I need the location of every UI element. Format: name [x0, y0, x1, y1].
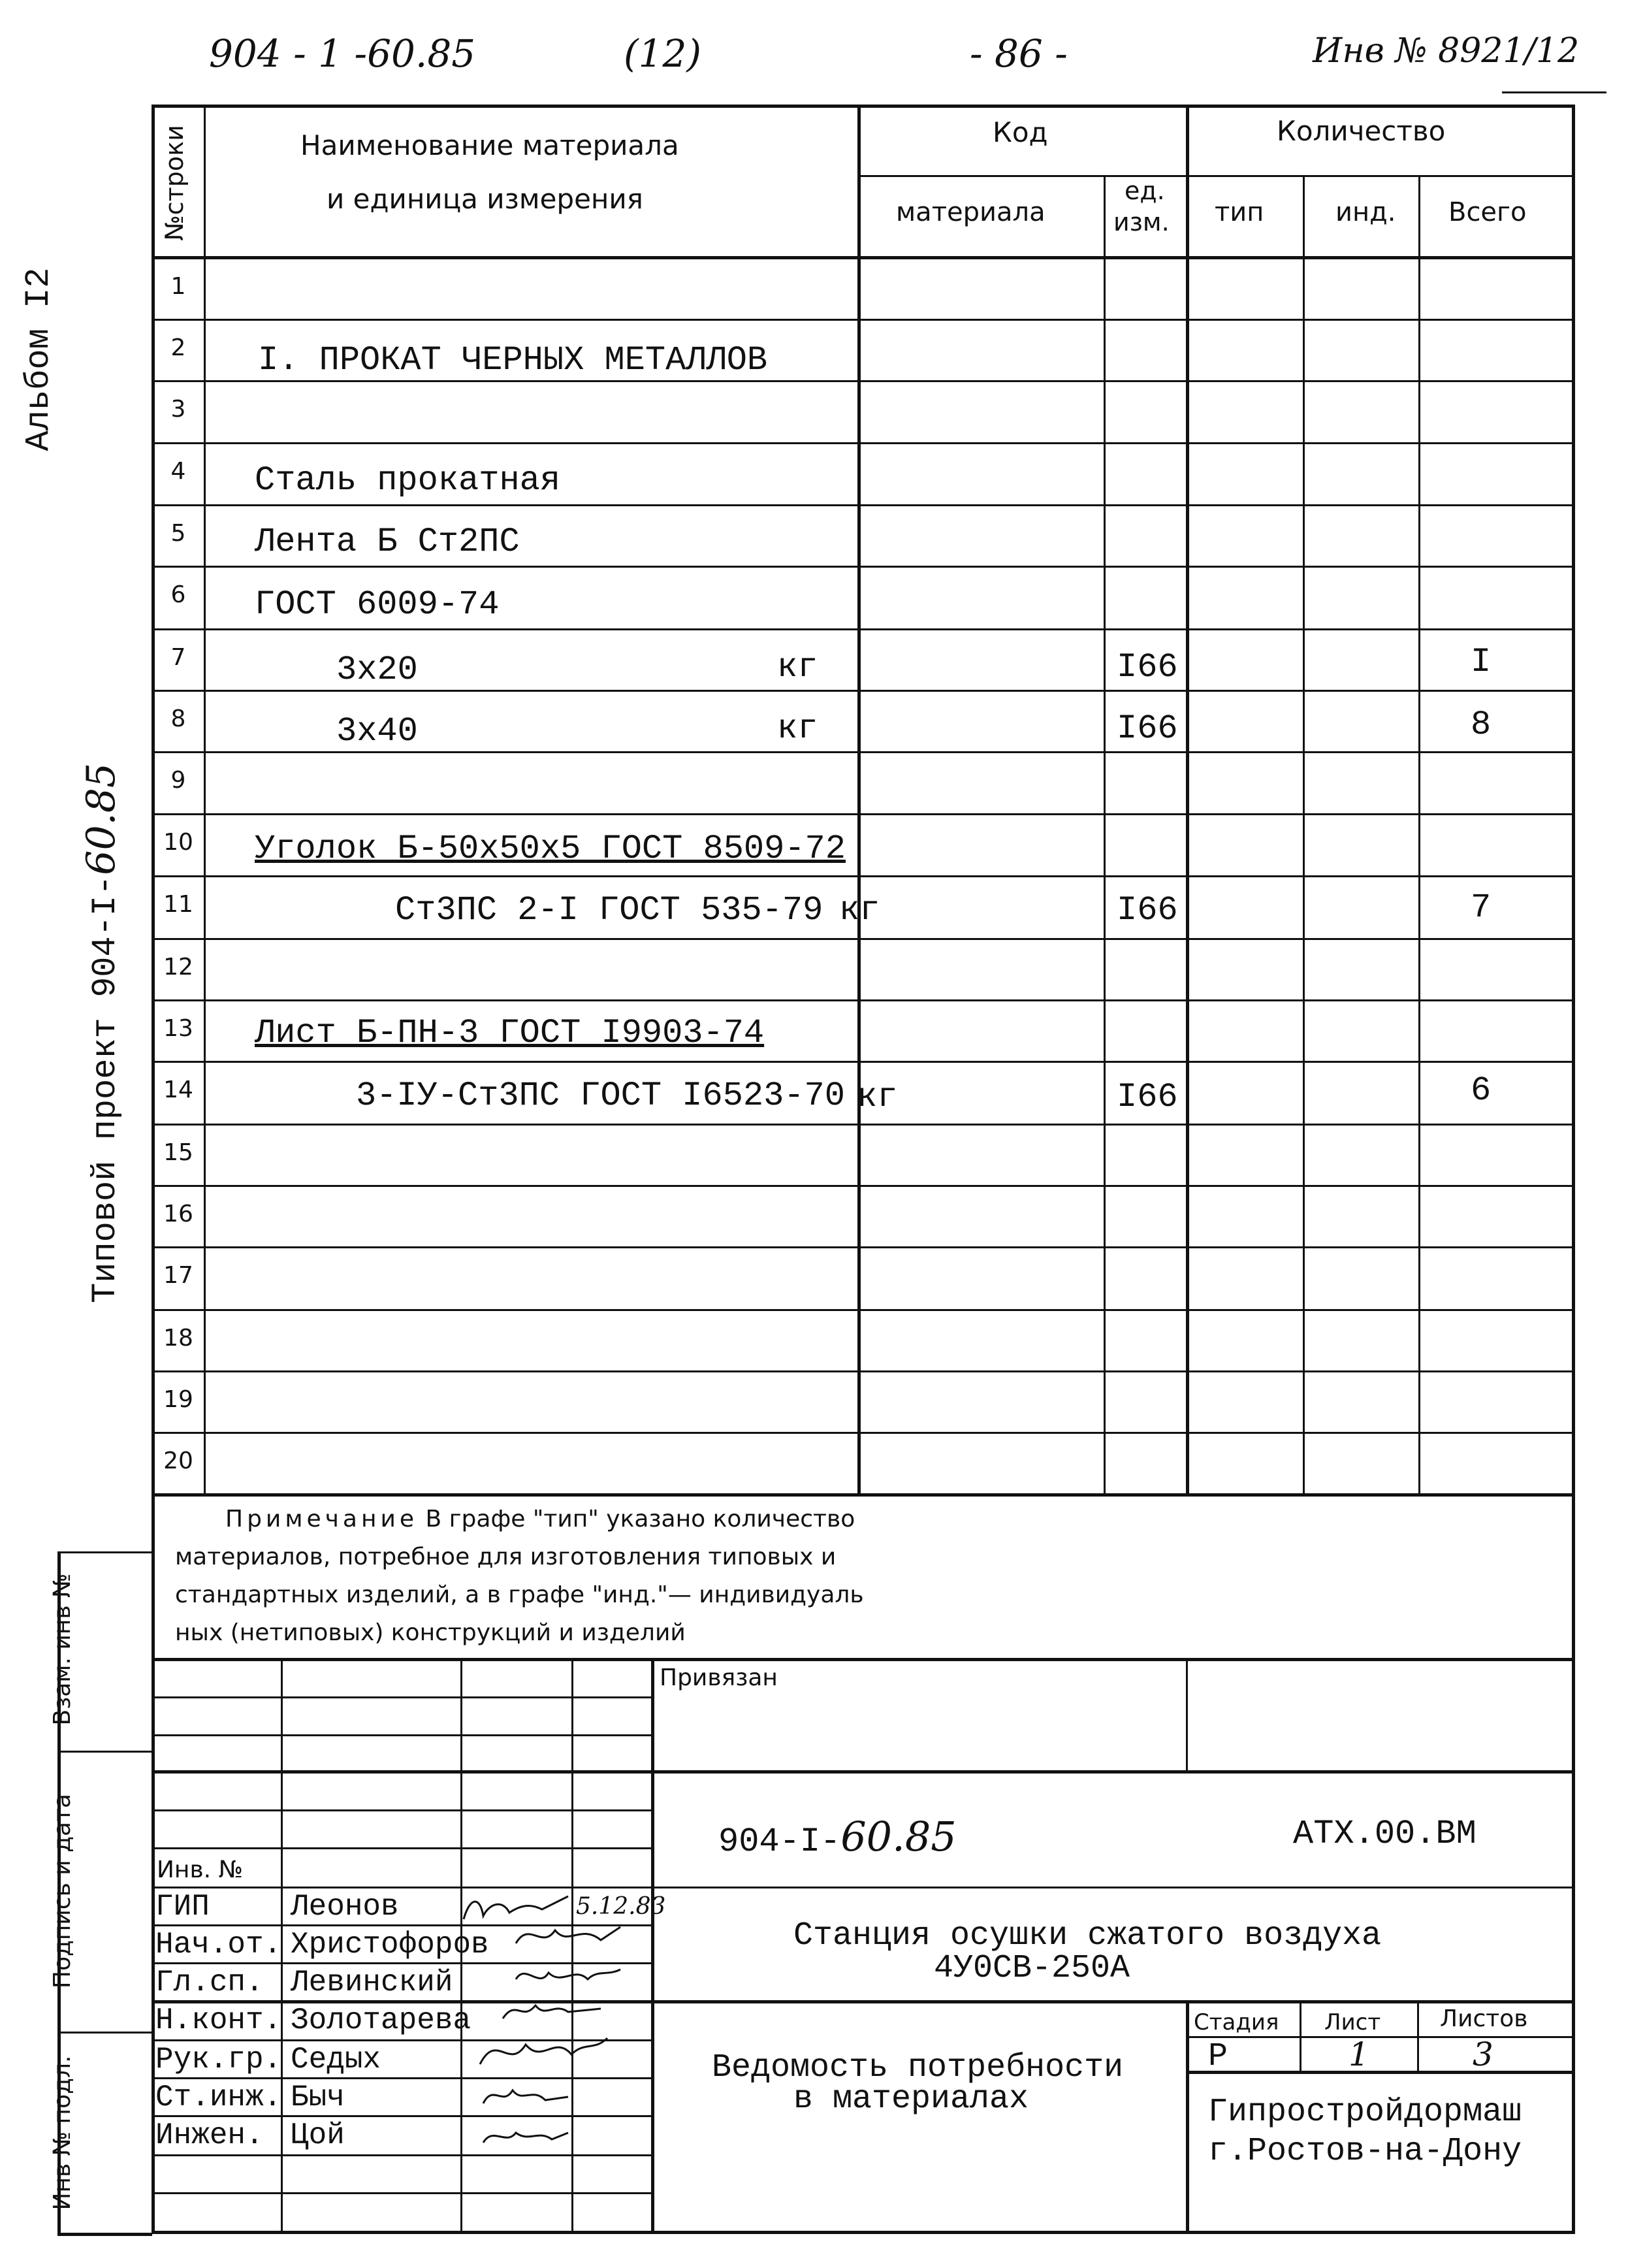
staff-name: Христофоров: [291, 1928, 489, 1962]
row-code: I66: [1117, 648, 1178, 687]
inventory-number-handwritten: Инв № 8921/12: [1313, 31, 1580, 71]
tb-row-line: [152, 2154, 651, 2156]
privyazan-label: Привязан: [660, 1664, 778, 1691]
stage-col-1: [1300, 2000, 1301, 2072]
row-number: 5: [170, 520, 186, 547]
ind-header: инд.: [1335, 197, 1396, 227]
row-number: 16: [163, 1201, 193, 1227]
row-line: [152, 751, 1574, 753]
row-number: 3: [170, 396, 186, 423]
header-subdivision-line: [857, 175, 1574, 177]
total-header: Всего: [1448, 197, 1527, 227]
signature-khristoforov: [509, 1917, 627, 1956]
col-divider-material: [1104, 175, 1106, 1495]
row-number: 6: [170, 581, 186, 608]
row-number: 20: [163, 1448, 193, 1474]
sheet-value: 1: [1349, 2035, 1369, 2073]
album-label: Альбом I2: [20, 267, 58, 451]
tb-row-line: [152, 1887, 1574, 1888]
staff-name: Леонов: [291, 1890, 399, 1924]
tb-row-line: [152, 2077, 651, 2079]
sheet-title-line1: Ведомость потребности: [712, 2049, 1124, 2086]
stage-col-2: [1417, 2000, 1419, 2072]
stage-label: Стадия: [1194, 2009, 1279, 2035]
row-line: [152, 690, 1574, 692]
staff-name: Седых: [291, 2043, 381, 2077]
typical-project-label: Типовой проект 904-I-60.85: [78, 762, 125, 1303]
row-name: I. ПРОКАТ ЧЕРНЫХ МЕТАЛЛОВ: [258, 341, 768, 380]
table-bottom-border: [152, 2231, 1575, 2234]
col-divider-unit: [1186, 105, 1189, 1495]
row-code: I66: [1117, 1078, 1178, 1116]
sheet-label: Лист: [1324, 2009, 1381, 2035]
col-divider-type: [1303, 175, 1305, 1495]
row-unit: кг: [777, 709, 818, 748]
table-right-border: [1572, 105, 1575, 2234]
inventory-no-label: Инв. №: [157, 1856, 244, 1883]
row-line: [152, 628, 1574, 630]
staff-role: Ст.инж.: [155, 2081, 282, 2114]
row-line: [152, 1309, 1574, 1311]
tb-col-privyazan: [1186, 1658, 1188, 1770]
note-line-4: ных (нетиповых) конструкций и изделий: [175, 1619, 686, 1646]
row-name: Уголок Б-50х50х5 ГОСТ 8509-72: [255, 830, 846, 868]
document-code: АТХ.00.ВМ: [1293, 1815, 1476, 1853]
quantity-header: Количество: [1277, 115, 1446, 147]
tb-row-line: [152, 1734, 651, 1736]
name-header-line1: Наименование материала: [300, 129, 679, 161]
row-number: 12: [163, 954, 193, 980]
staff-name: Быч: [291, 2081, 345, 2114]
row-number: 8: [170, 705, 186, 732]
staff-role: ГИП: [155, 1890, 210, 1924]
row-line: [152, 1246, 1574, 1248]
sheet-title-line2: в материалах: [793, 2081, 1029, 2118]
document-number: 904-I-60.85: [718, 1813, 957, 1861]
organization-line1: Гипростройдормаш: [1208, 2094, 1522, 2131]
row-number: 7: [170, 644, 186, 671]
row-number: 2: [170, 334, 186, 361]
row-line: [152, 999, 1574, 1001]
tb-row-line: [152, 2192, 651, 2194]
note-line-3: стандартных изделий, а в графе "инд."— индивидуаль: [175, 1581, 864, 1608]
note-line-2: материалов, потребное для изготовления типовых и: [175, 1544, 837, 1570]
row-number: 10: [163, 829, 193, 856]
project-code-handwritten: 904 - 1 -60.85: [209, 31, 476, 76]
stage-value: Р: [1208, 2038, 1228, 2075]
organization-line2: г.Ростов-на-Дону: [1208, 2133, 1522, 2170]
row-line: [152, 442, 1574, 444]
row-name: 3х20: [336, 651, 418, 689]
tb-row-line: [152, 1696, 651, 1698]
row-name: Лист Б-ПН-3 ГОСТ I9903-74: [255, 1014, 765, 1052]
row-line: [152, 1432, 1574, 1434]
row-name: 3х40: [336, 712, 418, 751]
row-total: 7: [1471, 888, 1492, 927]
unit-header-line1: ед.: [1125, 176, 1165, 205]
tb-row-line: [152, 2115, 651, 2117]
header-rule: [1502, 91, 1606, 93]
signature-date-label: Подпись и дата: [49, 1793, 76, 1989]
row-total: I: [1471, 643, 1492, 681]
row-line: [152, 1061, 1574, 1063]
row-name: Лента Б Ст2ПС: [255, 523, 520, 561]
row-number: 1: [170, 273, 186, 300]
row-line: [152, 938, 1574, 940]
staff-role: Инжен.: [155, 2118, 264, 2152]
signature-bych: [477, 2077, 575, 2116]
staff-name: Цой: [291, 2118, 345, 2152]
row-number: 4: [170, 458, 186, 485]
row-name: Сталь прокатная: [255, 461, 561, 500]
object-name-line1: Станция осушки сжатого воздуха: [793, 1917, 1382, 1954]
row-code: I66: [1117, 709, 1178, 748]
header-bottom-line: [152, 256, 1574, 259]
signature-sedykh: [470, 2025, 614, 2077]
row-total: 6: [1471, 1071, 1492, 1110]
row-name: 3-IУ-Ст3ПС ГОСТ I6523-70: [356, 1077, 845, 1115]
left-strip-divider-1: [57, 1751, 152, 1753]
sheets-label: Листов: [1440, 2005, 1528, 2032]
row-code: I66: [1117, 891, 1178, 930]
row-number: 15: [163, 1139, 193, 1166]
row-number: 17: [163, 1262, 193, 1289]
row-unit: кг: [777, 648, 818, 687]
staff-name: Левинский: [291, 1966, 453, 2000]
stage-block-header-line: [1186, 2036, 1574, 2038]
original-inventory-label: Инв № подл.: [49, 2055, 76, 2211]
name-header-line2: и единица измерения: [327, 183, 643, 215]
row-number: 14: [163, 1077, 193, 1103]
col-divider-rownum: [204, 105, 206, 1495]
staff-role: Нач.от.: [155, 1928, 282, 1962]
tb-row-line: [152, 1770, 1574, 1774]
col-divider-name: [857, 105, 861, 1495]
row-line: [152, 1185, 1574, 1187]
replacement-inventory-label: Взам. инв №: [49, 1573, 76, 1726]
row-line: [152, 1124, 1574, 1126]
row-line: [152, 504, 1574, 506]
row-line: [152, 1370, 1574, 1372]
row-number: 9: [170, 767, 186, 794]
row-line: [152, 813, 1574, 815]
type-header: тип: [1215, 197, 1264, 227]
col-divider-ind: [1418, 175, 1420, 1495]
signature-tsoy: [477, 2116, 575, 2156]
sheets-value: 3: [1473, 2035, 1493, 2073]
staff-role: Н.конт.: [155, 2003, 282, 2037]
code-header: Код: [993, 116, 1048, 148]
row-line: [152, 566, 1574, 568]
stage-block-bottom: [1186, 2071, 1574, 2074]
signature-levinsky: [509, 1956, 627, 1996]
row-name: Ст3ПС 2-I ГОСТ 535-79: [395, 891, 823, 930]
table-left-border: [152, 105, 155, 2234]
table-body-bottom-line: [152, 1493, 1574, 1497]
object-name-line2: 4У0СВ-250А: [934, 1950, 1130, 1987]
staff-name: Золотарева: [291, 2003, 471, 2037]
row-unit: кг: [839, 891, 880, 930]
title-block-top-line: [152, 1658, 1574, 1661]
tb-row-line: [152, 1847, 651, 1849]
row-name: ГОСТ 6009-74: [255, 585, 500, 624]
row-line: [152, 380, 1574, 382]
unit-header-line2: изм.: [1113, 208, 1170, 236]
row-number: 13: [163, 1015, 193, 1042]
row-number: 19: [163, 1386, 193, 1413]
tb-col-4: [651, 1658, 654, 2233]
stage-block-left: [1186, 2000, 1189, 2233]
row-number: 18: [163, 1325, 193, 1352]
section-number-handwritten: (12): [624, 31, 702, 76]
tb-row-line: [152, 1809, 651, 1811]
table-top-border: [152, 105, 1575, 108]
row-line: [152, 875, 1574, 877]
row-line: [152, 319, 1574, 321]
note-line-1: Примечание В графе "тип" указано количество: [225, 1506, 855, 1532]
staff-role: Рук.гр.: [155, 2043, 282, 2077]
row-total: 8: [1471, 705, 1492, 744]
row-number-header: №строки: [160, 125, 189, 241]
material-code-header: материала: [896, 197, 1045, 227]
staff-role: Гл.сп.: [155, 1966, 264, 2000]
staff-date: 5.12.83: [576, 1893, 666, 1920]
row-number: 11: [163, 891, 193, 918]
page-number-handwritten: - 86 -: [970, 31, 1068, 76]
row-unit: кг: [857, 1078, 898, 1116]
